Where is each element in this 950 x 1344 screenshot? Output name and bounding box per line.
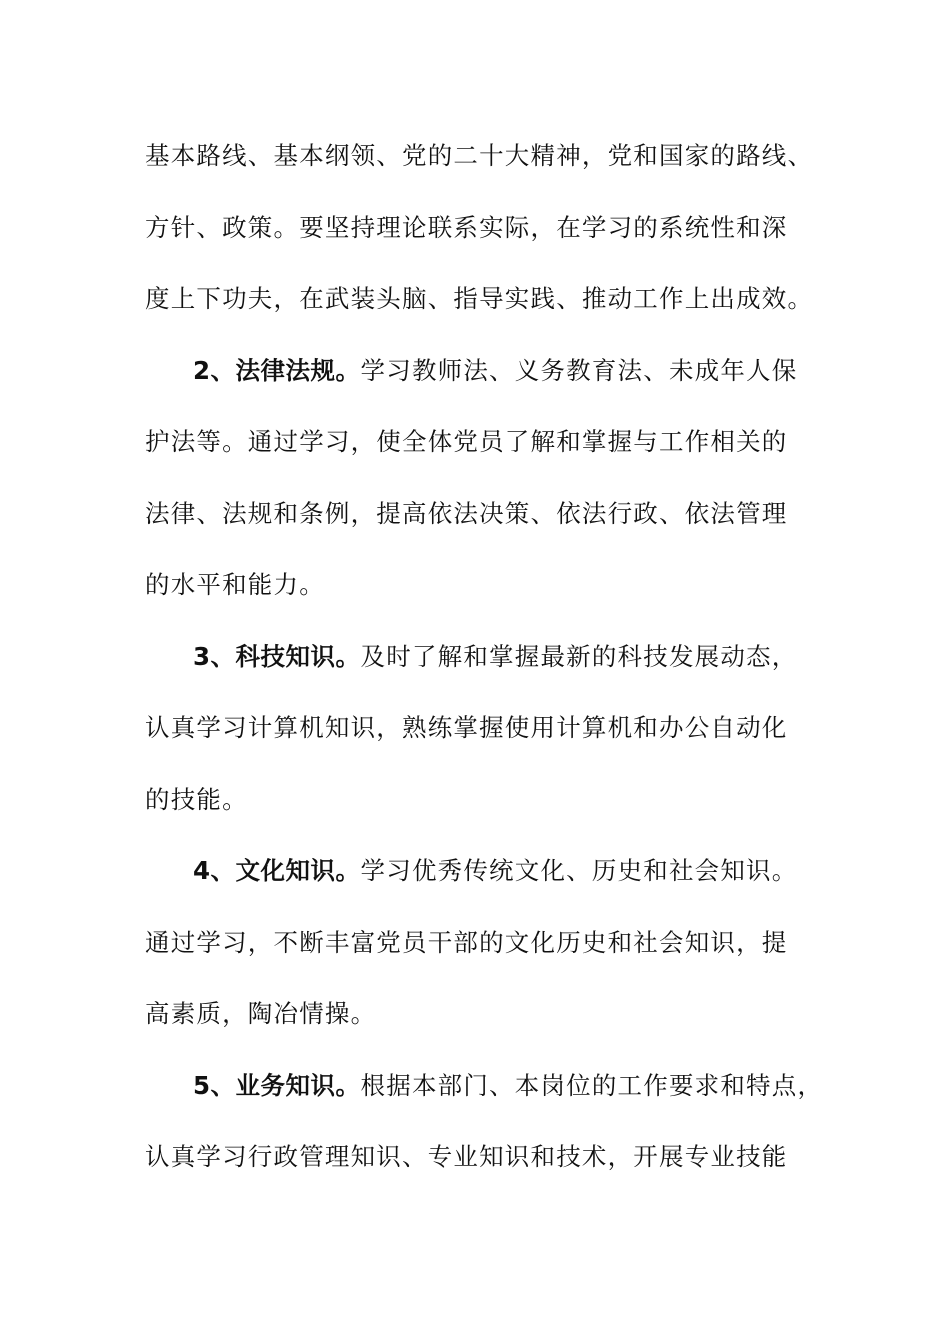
section-4-first-line: [145, 847, 825, 919]
paragraph-line: 度上下功夫，在武装头脑、指导实践、推动工作上出成效。: [145, 284, 814, 313]
paragraph-line: 基本路线、基本纲领、党的二十大精神，党和国家的路线、: [145, 141, 814, 170]
section-3-heading: 3、科技知识。: [193, 641, 361, 671]
section-4-heading: 4、文化知识。: [193, 856, 361, 885]
paragraph-line: 方针、政策。要坚持理论联系实际，在学习的系统性和深: [145, 212, 788, 242]
paragraph-line: 的水平和能力。: [145, 570, 325, 599]
section-3-first-line: [145, 633, 825, 705]
section-4-lead: 学习优秀传统文化、历史和社会知识。: [360, 856, 798, 885]
paragraph-line: 认真学习行政管理知识、专业知识和技术，开展专业技能: [145, 1142, 788, 1171]
document-body: [145, 132, 825, 1205]
section-2-heading: 2、法律法规。: [193, 355, 361, 385]
section-2-lead: 学习教师法、义务教育法、未成年人保: [360, 355, 798, 385]
paragraph-line: 通过学习，不断丰富党员干部的文化历史和社会知识，提: [145, 927, 788, 957]
paragraph-line: 法律、法规和条例，提高依法决策、依法行政、依法管理: [145, 498, 788, 528]
section-2-first-line: [145, 347, 825, 419]
section-5-heading: 5、业务知识。: [193, 1070, 361, 1100]
section-3-lead: 及时了解和掌握最新的科技发展动态，: [360, 641, 798, 671]
paragraph-line: 护法等。通过学习，使全体党员了解和掌握与工作相关的: [145, 427, 788, 456]
section-5-first-line: [145, 1062, 825, 1134]
paragraph-line: 高素质，陶冶情操。: [145, 999, 377, 1028]
paragraph-line: 认真学习计算机知识，熟练掌握使用计算机和办公自动化: [145, 713, 788, 742]
section-5-lead: 根据本部门、本岗位的工作要求和特点，: [360, 1070, 824, 1100]
paragraph-line: 的技能。: [145, 784, 248, 814]
